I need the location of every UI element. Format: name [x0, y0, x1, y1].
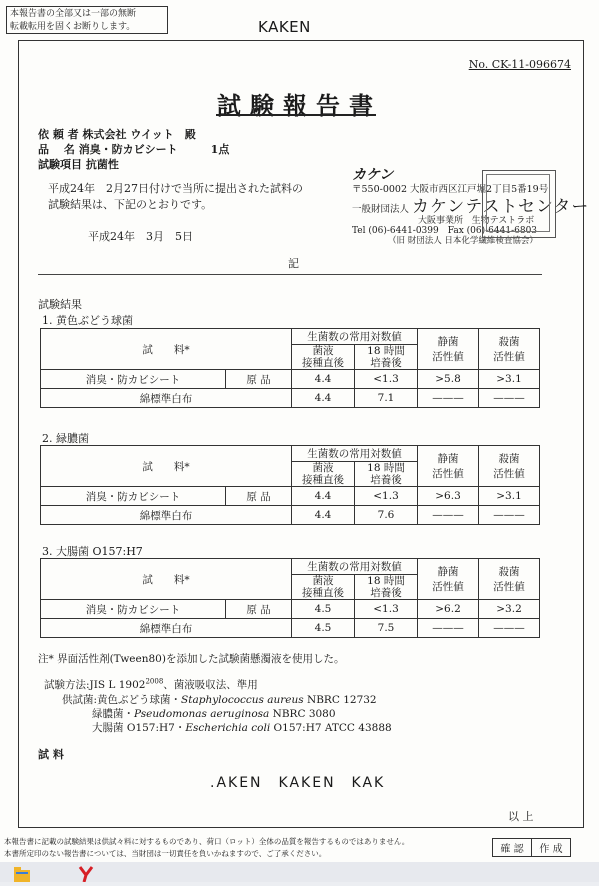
header-after-1: 18 時間	[367, 462, 405, 474]
header-cidal-1: 殺菌	[498, 336, 520, 348]
cell-initial: 4.4	[292, 389, 355, 408]
header-sample: 試 料*	[41, 329, 292, 370]
header-after-2: 培養後	[370, 357, 402, 369]
y-icon[interactable]	[80, 867, 92, 882]
cell-cidal: >3.1	[479, 487, 540, 506]
header-cidal-1: 殺菌	[498, 566, 520, 578]
separator-line	[38, 274, 542, 275]
lab-org-name: カケンテストセンター	[412, 197, 590, 217]
header-static	[418, 329, 479, 370]
document-number: No. CK-11-096674	[468, 58, 571, 71]
cell-initial: 4.5	[292, 619, 355, 638]
header-after-2: 培養後	[370, 587, 402, 599]
lab-office: 大阪事業所	[418, 216, 464, 226]
header-cidal-2: 活性値	[493, 468, 525, 480]
cell-type: 原 品	[226, 370, 292, 389]
organism-1-name: 1. 黄色ぶどう球菌	[42, 314, 133, 327]
cell-sample: 消臭・防カビシート	[41, 487, 226, 506]
report-date: 平成24年 3月 5日	[88, 230, 193, 243]
strain-3-sci: Escherichia coli	[185, 722, 271, 734]
header-cidal-2: 活性値	[493, 581, 525, 593]
approval-box	[492, 838, 571, 857]
notice-line-2: 転載転用を固くお断りします。	[10, 22, 136, 32]
strain-1-sci: Staphylococcus aureus	[181, 694, 304, 706]
header-log-group: 生菌数の常用対数値	[292, 329, 418, 345]
table-row	[41, 506, 540, 525]
cell-sample: 綿標準白布	[41, 389, 292, 408]
strain-2-ja: 緑膿菌・	[92, 708, 134, 720]
strain-2-sci: Pseudomonas aeruginosa	[134, 708, 270, 720]
header-initial	[292, 345, 355, 370]
cell-after: 7.1	[355, 389, 418, 408]
cell-static: >5.8	[418, 370, 479, 389]
cell-initial: 4.4	[292, 370, 355, 389]
cell-cidal: ———	[479, 389, 540, 408]
disclaimer-1: 本報告書に記載の試験結果は供試々料に対するものであり、荷口（ロット）全体の品質を報告するものではありません。	[4, 837, 410, 846]
strain-row-2	[92, 706, 336, 721]
ki-mark: 記	[288, 257, 299, 270]
table-row	[41, 370, 540, 389]
header-log-group: 生菌数の常用対数値	[292, 559, 418, 575]
cell-static: ———	[418, 506, 479, 525]
cell-cidal: ———	[479, 619, 540, 638]
lab-address: 〒550-0002 大阪市西区江戸堀2丁目5番19号	[352, 184, 549, 195]
title-underline	[216, 114, 376, 116]
strain-3-ja: 大腸菌 O157:H7・	[92, 722, 186, 734]
results-table-2	[40, 445, 540, 525]
header-initial-1: 菌液	[312, 462, 334, 474]
client-row	[38, 126, 196, 142]
cell-static: ———	[418, 619, 479, 638]
method-year: 2008	[145, 677, 164, 686]
lab-org-prefix: 一般財団法人	[352, 204, 410, 215]
organism-3-name: 3. 大腸菌 O157:H7	[42, 545, 143, 558]
results-heading: 試験結果	[38, 298, 82, 311]
header-after-1: 18 時間	[367, 575, 405, 587]
header-initial-2: 接種直後	[302, 474, 344, 486]
organism-2-name: 2. 緑膿菌	[42, 432, 89, 445]
item-value: 抗菌性	[85, 158, 119, 171]
table-row	[41, 389, 540, 408]
strain-row-1	[62, 692, 377, 707]
test-method	[44, 677, 258, 692]
cell-initial: 4.5	[292, 600, 355, 619]
header-initial	[292, 575, 355, 600]
cell-type: 原 品	[226, 600, 292, 619]
method-prefix: 試験方法:JIS L 1902	[44, 679, 146, 691]
brand-header: KAKEN	[258, 18, 311, 36]
lab-department: 生物テストラボ	[471, 216, 535, 226]
header-static-1: 静菌	[437, 453, 459, 465]
header-after	[355, 575, 418, 600]
confirm-cell: 確 認	[493, 839, 532, 857]
header-cidal	[479, 559, 540, 600]
header-after-2: 培養後	[370, 474, 402, 486]
header-static-1: 静菌	[437, 566, 459, 578]
strain-1-id: NBRC 12732	[303, 694, 377, 706]
header-static-2: 活性値	[432, 351, 464, 363]
strain-3-id: O157:H7 ATCC 43888	[270, 722, 392, 734]
prepared-cell: 作 成	[532, 839, 571, 857]
viewer-toolbar-icons	[0, 862, 599, 882]
results-note: 注* 界面活性剤(Tween80)を添加した試験菌懸濁液を使用した。	[38, 653, 345, 665]
copyright-notice	[6, 6, 168, 34]
cell-cidal: >3.1	[479, 370, 540, 389]
header-sample: 試 料*	[41, 559, 292, 600]
lab-former-name: （旧 財団法人 日本化学繊維検査協会）	[388, 236, 538, 246]
lab-phone: Tel (06)-6441-0399 Fax (06)-6441-6803	[352, 226, 538, 236]
table-row	[41, 600, 540, 619]
header-cidal-1: 殺菌	[498, 453, 520, 465]
header-after-1: 18 時間	[367, 345, 405, 357]
notice-line-1: 本報告書の全部又は一部の無断	[10, 9, 137, 19]
cell-cidal: ———	[479, 506, 540, 525]
cell-static: >6.2	[418, 600, 479, 619]
client-value: 株式会社 ウイット 殿	[82, 128, 196, 141]
item-row	[38, 156, 119, 172]
header-log-group: 生菌数の常用対数値	[292, 446, 418, 462]
cell-static: ———	[418, 389, 479, 408]
header-initial-2: 接種直後	[302, 587, 344, 599]
product-row	[38, 141, 229, 157]
results-table-3	[40, 558, 540, 638]
header-initial-2: 接種直後	[302, 357, 344, 369]
header-cidal	[479, 329, 540, 370]
cell-cidal: >3.2	[479, 600, 540, 619]
header-static-2: 活性値	[432, 468, 464, 480]
cell-type: 原 品	[226, 487, 292, 506]
header-initial	[292, 462, 355, 487]
strain-1-ja: 黄色ぶどう球菌・	[97, 694, 182, 706]
end-mark: 以 上	[508, 810, 534, 823]
intro-line-1: 平成24年 2月27日付けで当所に提出された試料の	[48, 182, 303, 195]
cell-after: <1.3	[355, 370, 418, 389]
cell-static: >6.3	[418, 487, 479, 506]
table-row	[41, 619, 540, 638]
report-title: 試験報告書	[217, 91, 382, 120]
header-cidal-2: 活性値	[493, 351, 525, 363]
intro-line-2: 試験結果は、下記のとおりです。	[48, 198, 213, 211]
strain-row-3	[92, 720, 392, 735]
lab-logo: カケン	[352, 167, 394, 183]
strains-label: 供試菌:	[62, 694, 98, 706]
header-after	[355, 345, 418, 370]
method-suffix: 、菌液吸収法、準用	[163, 679, 258, 691]
product-label: 品 名	[38, 143, 75, 156]
item-label: 試験項目	[38, 158, 82, 171]
header-initial-1: 菌液	[312, 345, 334, 357]
client-label: 依 頼 者	[38, 128, 79, 141]
folder-icon[interactable]	[14, 867, 30, 882]
cell-after: 7.6	[355, 506, 418, 525]
cell-after: 7.5	[355, 619, 418, 638]
results-table-1	[40, 328, 540, 408]
header-static-2: 活性値	[432, 581, 464, 593]
viewer-bottom-bar	[0, 862, 599, 882]
header-cidal	[479, 446, 540, 487]
header-sample: 試 料*	[41, 446, 292, 487]
cell-initial: 4.4	[292, 506, 355, 525]
header-initial-1: 菌液	[312, 575, 334, 587]
cell-initial: 4.4	[292, 487, 355, 506]
header-static	[418, 446, 479, 487]
cell-sample: 消臭・防カビシート	[41, 600, 226, 619]
cell-sample: 綿標準白布	[41, 619, 292, 638]
table-row	[41, 487, 540, 506]
cell-after: <1.3	[355, 487, 418, 506]
cell-sample: 消臭・防カビシート	[41, 370, 226, 389]
cell-sample: 綿標準白布	[41, 506, 292, 525]
header-after	[355, 462, 418, 487]
product-value: 消臭・防カビシート 1点	[78, 143, 230, 156]
cell-after: <1.3	[355, 600, 418, 619]
kaken-watermark: .AKEN KAKEN KAK	[210, 775, 386, 791]
strain-2-id: NBRC 3080	[269, 708, 336, 720]
header-static-1: 静菌	[437, 336, 459, 348]
header-static	[418, 559, 479, 600]
sample-label: 試 料	[38, 748, 64, 761]
official-seal-inner	[486, 174, 550, 232]
disclaimer-2: 本書所定印のない報告書については、当財団は一切責任を負いかねますので、ご了承ください。	[4, 849, 327, 858]
